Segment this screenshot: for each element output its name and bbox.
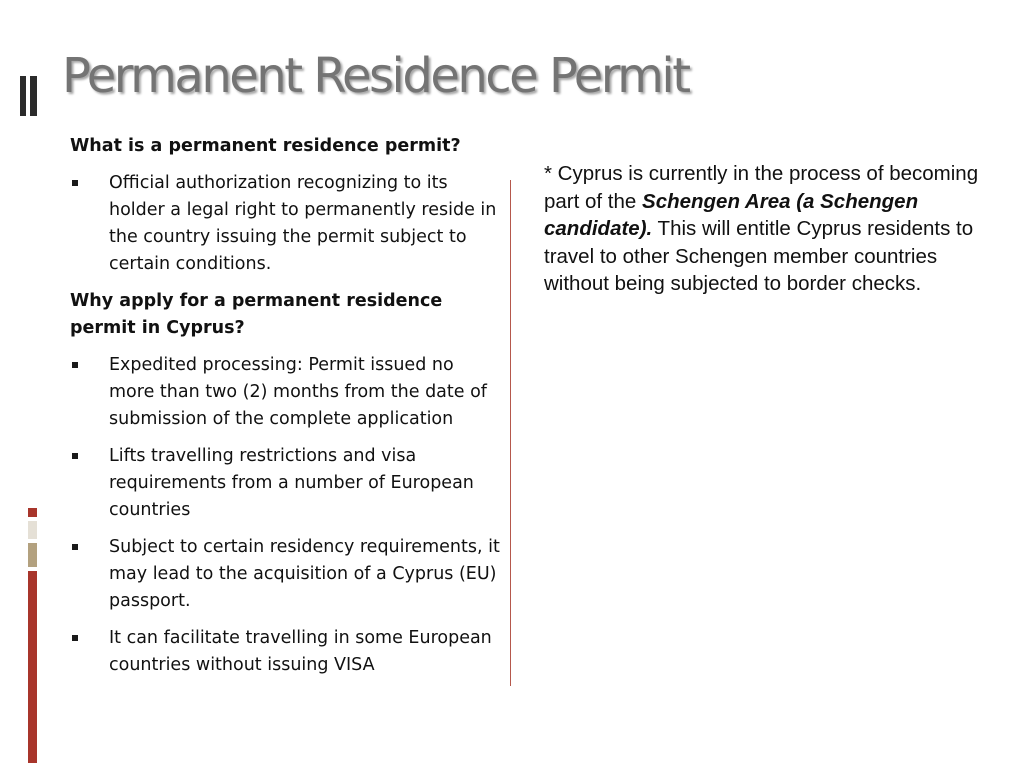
bullet-list (70, 170, 500, 278)
list-item-text: Expedited processing: Permit issued no more than two (2) months from the date of submission of the complete application (109, 355, 487, 429)
list-item (70, 170, 500, 278)
main-content (70, 133, 500, 689)
square-bullet-icon (72, 635, 78, 641)
slide-title: Permanent Residence Permit (62, 48, 689, 104)
section-heading: What is a permanent residence permit? (70, 136, 461, 156)
list-item (70, 625, 500, 679)
note-text-end: This will entitle Cyprus residents to travel to other Schengen member countries without being subjected to border checks. (544, 217, 974, 295)
note-text: * Cyprus is currently in the process of becoming part of the (544, 162, 979, 213)
square-bullet-icon (72, 453, 78, 459)
column-divider (510, 180, 511, 686)
square-bullet-icon (72, 180, 78, 186)
list-item (70, 352, 500, 433)
list-item (70, 534, 500, 615)
square-bullet-icon (72, 362, 78, 368)
section-heading: Why apply for a permanent residence permit in Cyprus? (70, 291, 443, 338)
note-emphasis: Schengen Area (a Schengen candidate). (544, 189, 919, 240)
schengen-note (544, 160, 1004, 298)
bullet-list (70, 352, 500, 679)
square-bullet-icon (72, 544, 78, 550)
list-item-text: Official authorization recognizing to its holder a legal right to permanently reside in the country issuing the permit subject to certain conditions. (109, 173, 497, 274)
list-item-text: Subject to certain residency requirements, it may lead to the acquisition of a Cyprus (EU) passport. (109, 537, 500, 611)
list-item (70, 443, 500, 524)
list-item-text: Lifts travelling restrictions and visa requirements from a number of European countries (109, 446, 474, 520)
list-item-text: It can facilitate travelling in some European countries without issuing VISA (109, 628, 492, 675)
title-mark-icon (18, 76, 40, 116)
left-accent-bar (28, 508, 37, 763)
